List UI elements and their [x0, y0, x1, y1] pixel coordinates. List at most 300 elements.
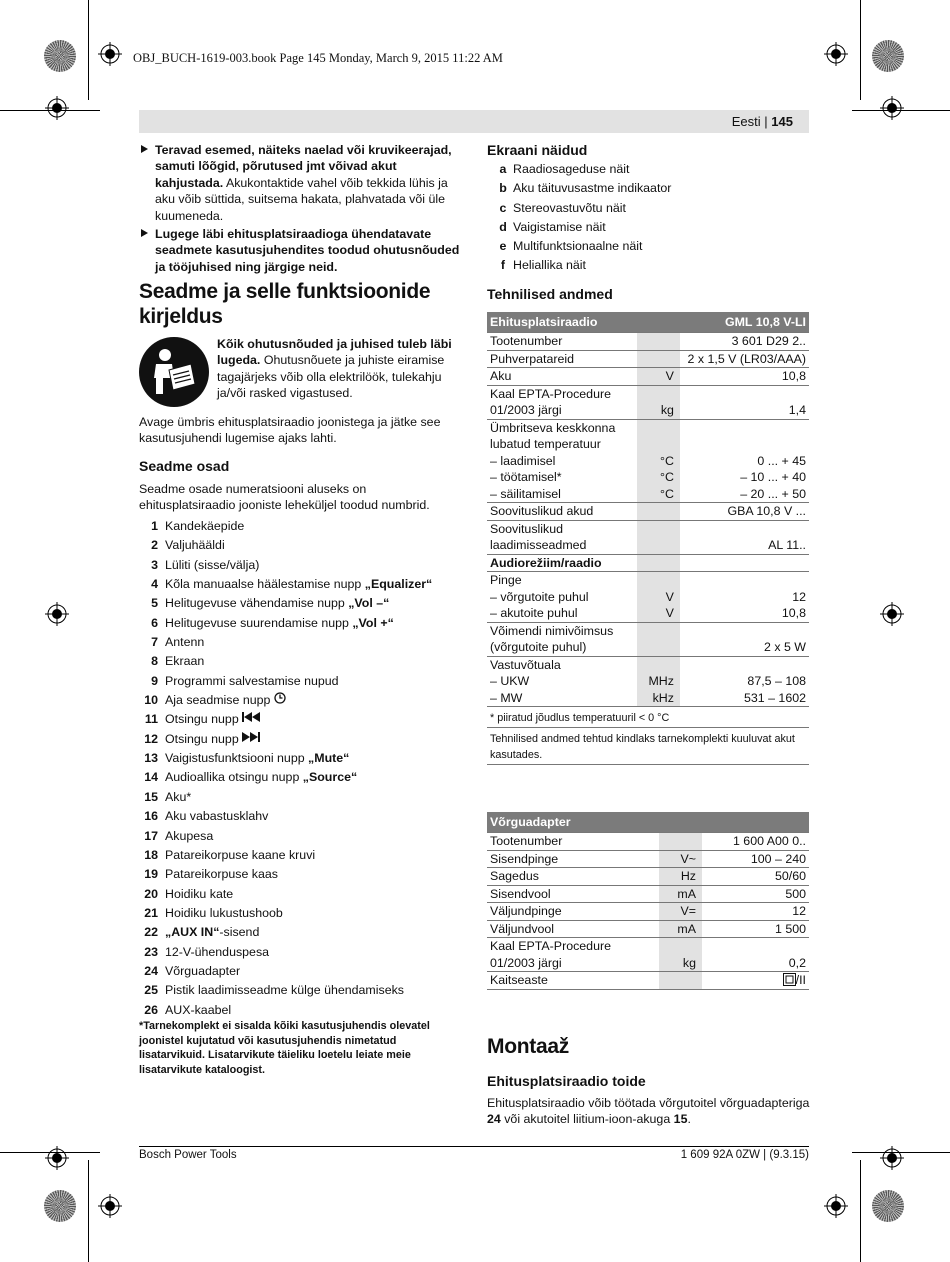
safety-bullet — [139, 142, 464, 224]
table-header-label: Võrguadapter — [487, 812, 659, 833]
table-label — [487, 920, 659, 938]
part-label: AUX-kaabel — [165, 1002, 232, 1017]
list-item — [139, 556, 469, 575]
table-label-line: Kaal EPTA-Procedure — [490, 939, 611, 953]
table-value-line: 531 – 1602 — [743, 690, 806, 705]
part-number: 12 — [144, 731, 158, 746]
table-unit — [637, 503, 680, 521]
parts-footnote: *Tarnekomplekt ei sisalda kõiki kasutusjuhendis olevatel joonistel kujutatud või kasutusjuhendis nimetatud lisatarvikuid. Lisatarvikute täieliku loetelu leiate meie lisatarvikute kataloogist. — [139, 1020, 430, 1076]
safety-bullets — [139, 142, 464, 277]
warning-bold: Kõik ohutusnõuded ja juhised tuleb läbi lugeda. — [217, 337, 452, 368]
table-note: * piiratud jõudlus temperatuuril < 0 °C — [487, 707, 809, 728]
table-unit-line: mA — [677, 886, 696, 901]
part-label: Aku vabastusklahv — [165, 809, 269, 824]
list-item — [139, 768, 469, 787]
table-label-line: Kaal EPTA-Procedure — [490, 386, 611, 401]
part-number: 21 — [144, 905, 158, 920]
part-label: Kõla manuaalse häälestamise nupp — [165, 577, 365, 592]
part-number: 5 — [151, 596, 158, 611]
table-label-line: Sagedus — [490, 869, 539, 883]
table-label — [487, 350, 637, 368]
part-label-bold: „Source“ — [302, 770, 358, 785]
list-item — [139, 962, 469, 981]
table-unit — [637, 656, 680, 707]
table-value-line: 87,5 – 108 — [747, 674, 806, 688]
bullet-text: Akukontaktide vahel võib tekkida lühis ja aku võib süttida, suitsema hakata, plahvatada või üle kuumeneda. — [155, 175, 448, 223]
intro-text: Avage ümbris ehitusplatsiraadio joonistega ja jätke see kasutusjuhendi lugemise ajaks lahti. — [139, 415, 441, 446]
table-row — [487, 833, 809, 851]
table-label-line: Puhverpatareid — [490, 351, 575, 366]
table-label — [487, 972, 659, 990]
table-label-line: Soovituslikud — [490, 521, 564, 536]
part-number: 23 — [144, 944, 158, 959]
table-label-line: (võrgutoite puhul) — [490, 640, 587, 654]
item-label: Multifunktsionaalne näit — [513, 239, 643, 254]
item-label: Raadiosageduse näit — [513, 162, 630, 176]
table-unit-line: °C — [660, 486, 674, 501]
table-label-line: Väljundvool — [490, 921, 555, 936]
part-number: 14 — [144, 770, 158, 785]
list-item — [139, 923, 469, 942]
radio-spec-table — [487, 312, 809, 765]
table-value-line: 0,2 — [788, 955, 806, 970]
table-unit — [637, 622, 680, 656]
prev-icon — [242, 712, 260, 726]
table-note-row — [487, 727, 809, 764]
table-unit-line: MHz — [648, 674, 674, 688]
item-label: Heliallika näit — [513, 258, 587, 273]
part-number: 22 — [144, 925, 158, 940]
table-value-cell — [680, 554, 809, 572]
table-value — [702, 972, 809, 990]
table-value-line: 50/60 — [774, 869, 806, 883]
table-unit — [659, 972, 702, 990]
table-row — [487, 350, 809, 368]
table-unit — [637, 520, 680, 554]
item-key: f — [500, 258, 506, 273]
list-item — [139, 633, 469, 652]
table-header-value — [702, 812, 809, 833]
next-icon — [242, 732, 260, 746]
list-item — [487, 237, 671, 256]
table-label — [487, 656, 637, 707]
table-label-line: – laadimisel — [490, 453, 556, 468]
table-row — [487, 333, 809, 351]
part-number: 8 — [151, 654, 158, 669]
table-label — [487, 368, 637, 386]
part-label: Kandekäepide — [165, 519, 245, 533]
table-label — [487, 419, 637, 503]
table-unit-line: Hz — [680, 869, 696, 883]
table-row — [487, 572, 809, 623]
table-row — [487, 419, 809, 503]
part-number: 9 — [151, 673, 158, 688]
table-value — [680, 368, 809, 386]
bullet-arrow-icon — [141, 229, 148, 237]
part-label: Aja seadmise nupp — [165, 693, 274, 708]
power-ref-24: 24 — [487, 1112, 501, 1127]
table-unit — [637, 385, 680, 419]
table-unit-line: kg — [660, 403, 674, 417]
table-value — [702, 850, 809, 868]
part-number: 17 — [144, 828, 158, 843]
parts-heading: Seadme osad — [139, 458, 230, 474]
list-item — [139, 885, 469, 904]
table-row — [487, 885, 809, 903]
table-row — [487, 850, 809, 868]
table-value — [680, 385, 809, 419]
table-unit — [659, 920, 702, 938]
part-label-bold: „Vol –“ — [348, 596, 390, 611]
table-value — [680, 572, 809, 623]
table-value — [702, 833, 809, 851]
table-unit-line: kHz — [652, 690, 674, 705]
part-label: Hoidiku lukustushoob — [165, 905, 283, 920]
table-value — [680, 350, 809, 368]
list-item — [139, 981, 469, 1000]
table-header-unit — [659, 812, 702, 833]
part-label: Helitugevuse suurendamise nupp — [165, 615, 353, 630]
part-label: Otsingu nupp — [165, 712, 243, 727]
table-row — [487, 920, 809, 938]
table-row — [487, 503, 809, 521]
part-label: Valjuhääldi — [165, 538, 225, 553]
table-label — [487, 833, 659, 851]
table-unit-line: °C — [660, 453, 674, 468]
part-number: 16 — [144, 809, 158, 824]
part-label-bold: „AUX IN“ — [165, 925, 220, 940]
table-unit — [659, 938, 702, 972]
part-number: 10 — [144, 693, 158, 708]
parts-intro: Seadme osade numeratsiooni aluseks on ehitusplatsiraadio jooniste leheküljel toodud numbrid. — [139, 482, 430, 513]
item-key: e — [499, 239, 507, 254]
table-label-line: Vastuvõtuala — [490, 657, 561, 672]
list-item — [487, 199, 671, 218]
clock-icon — [274, 693, 286, 707]
table-unit — [637, 368, 680, 386]
table-unit — [637, 333, 680, 351]
item-label: Aku täituvusastme indikaator — [513, 181, 672, 196]
display-heading: Ekraani näidud — [487, 142, 588, 158]
table-value-line: /II — [705, 972, 806, 989]
safety-bullet — [139, 226, 464, 275]
header-separator: | — [764, 114, 768, 129]
table-value-line: GBA 10,8 V ... — [727, 504, 806, 518]
item-key: a — [499, 162, 507, 176]
book-line: OBJ_BUCH-1619-003.book Page 145 Monday, March 9, 2015 11:22 AM — [133, 51, 503, 65]
table-value — [680, 419, 809, 503]
part-number: 25 — [144, 983, 158, 998]
part-number: 13 — [144, 751, 158, 766]
list-item — [139, 575, 469, 594]
table-unit — [637, 419, 680, 503]
part-label: Pistik laadimisseadme külge ühendamiseks — [165, 983, 404, 998]
item-label: Stereovastuvõtu näit — [513, 200, 626, 215]
list-item — [487, 179, 671, 198]
table-unit-cell — [637, 554, 680, 572]
table-value — [702, 903, 809, 921]
table-label-line: Tootenumber — [490, 334, 563, 348]
part-label: Aku* — [165, 789, 192, 804]
table-row — [487, 938, 809, 972]
part-number: 1 — [151, 519, 158, 533]
table-value-line: 2 x 5 W — [764, 640, 806, 654]
table-label-line: Aku — [490, 369, 512, 383]
table-header-unit — [637, 312, 680, 333]
table-value — [702, 938, 809, 972]
table-value-line: 3 601 D29 2.. — [731, 334, 806, 348]
table-label-line: Väljundpinge — [490, 904, 562, 918]
table-label — [487, 520, 637, 554]
list-item — [139, 594, 469, 613]
table-value-line: 10,8 — [781, 606, 806, 620]
list-item — [487, 218, 671, 237]
table-label-line: Ümbritseva keskkonna — [490, 420, 616, 435]
list-item — [139, 807, 469, 826]
table-unit — [659, 850, 702, 868]
page-number: 145 — [771, 114, 793, 129]
power-heading: Ehitusplatsiraadio toide — [487, 1073, 646, 1089]
adapter-spec-table — [487, 812, 809, 990]
table-value-line: 1,4 — [788, 403, 806, 417]
item-key: b — [499, 181, 507, 196]
list-item — [139, 730, 469, 749]
part-label: Akupesa — [165, 828, 214, 843]
list-item — [139, 710, 469, 729]
table-value-line: 1 600 A00 0.. — [732, 834, 806, 848]
power-text-3: . — [687, 1112, 691, 1127]
table-label — [487, 938, 659, 972]
list-item — [139, 788, 469, 807]
table-unit — [637, 350, 680, 368]
bullet-bold: Teravad esemed, näiteks naelad või kruvikeerajad, samuti lõõgid, põrutused jmt võivad akut kahjustada. — [155, 143, 452, 190]
table-label-line: laadimisseadmed — [490, 538, 587, 552]
part-label: Vaigistusfunktsiooni nupp — [165, 751, 309, 766]
table-header-row — [487, 312, 809, 333]
table-label-line: – säilitamisel — [490, 486, 561, 501]
table-label — [487, 868, 659, 886]
table-label-line: – akutoite puhul — [490, 606, 578, 620]
table-label-line: 01/2003 järgi — [490, 403, 562, 417]
list-item — [139, 904, 469, 923]
table-label-line: – MW — [490, 690, 523, 705]
part-label-bold: „Vol +“ — [352, 615, 394, 630]
part-label-bold: „Mute“ — [308, 751, 350, 766]
list-item — [139, 691, 469, 710]
table-label-line: 01/2003 järgi — [490, 955, 562, 970]
table-label-line: Soovituslikud akud — [490, 504, 594, 518]
part-number: 7 — [151, 635, 158, 650]
part-number: 6 — [151, 615, 158, 630]
table-value-line: 12 — [792, 904, 806, 918]
part-number: 19 — [144, 867, 158, 882]
power-text — [487, 1095, 812, 1128]
footer-right: 1 609 92A 0ZW | (9.3.15) — [680, 1149, 809, 1161]
table-unit — [659, 903, 702, 921]
item-key: c — [499, 200, 507, 215]
part-label: Hoidiku kate — [165, 886, 234, 901]
table-label-line: Sisendvool — [490, 886, 551, 901]
list-item — [139, 827, 469, 846]
table-label — [487, 503, 637, 521]
list-item — [139, 943, 469, 962]
list-item — [139, 846, 469, 865]
bullet-arrow-icon — [141, 145, 148, 153]
table-value-line: 12 — [792, 589, 806, 604]
table-value-line: 500 — [785, 886, 806, 901]
table-label-line: – võrgutoite puhul — [490, 589, 589, 604]
table-label — [487, 385, 637, 419]
table-unit — [659, 868, 702, 886]
table-value — [702, 920, 809, 938]
table-unit — [637, 572, 680, 623]
table-label — [487, 903, 659, 921]
part-label: 12-V-ühenduspesa — [165, 944, 270, 959]
table-row — [487, 868, 809, 886]
warning-body: Ohutusnõuete ja juhiste eiramise tagajärjeks võib olla elektrilöök, tulekahju ja/või rasked vigastused. — [217, 353, 445, 401]
part-number: 24 — [144, 963, 158, 978]
table-unit — [659, 833, 702, 851]
table-value — [680, 503, 809, 521]
table-unit-line: kg — [682, 955, 696, 970]
table-unit-line: V — [665, 369, 674, 383]
table-section-label: Audiorežiim/raadio — [487, 554, 637, 572]
part-number: 4 — [151, 577, 158, 592]
part-number: 11 — [144, 712, 158, 727]
part-label: Patareikorpuse kaas — [165, 867, 278, 882]
table-row — [487, 972, 809, 990]
table-label-line: lubatud temperatuur — [490, 437, 601, 451]
table-row — [487, 520, 809, 554]
part-label: Otsingu nupp — [165, 731, 243, 746]
assembly-title: Montaaž — [487, 1035, 569, 1058]
list-item — [139, 614, 469, 633]
table-label-line: Tootenumber — [490, 834, 563, 848]
list-item — [139, 749, 469, 768]
table-label — [487, 333, 637, 351]
table-header-label: Ehitusplatsiraadio — [487, 312, 637, 333]
table-value-line: 100 – 240 — [750, 851, 806, 866]
power-text-1: Ehitusplatsiraadio võib töötada võrgutoitel võrguadapteriga — [487, 1096, 810, 1110]
table-label — [487, 850, 659, 868]
power-ref-15: 15 — [673, 1112, 688, 1127]
table-value-line: AL 11.. — [768, 538, 806, 552]
part-label: Võrguadapter — [165, 963, 241, 978]
table-value — [680, 622, 809, 656]
table-value — [680, 656, 809, 707]
table-value-line: – 20 ... + 50 — [740, 486, 806, 501]
list-item — [139, 517, 469, 536]
part-label: Patareikorpuse kaane kruvi — [165, 847, 316, 862]
part-number: 20 — [144, 886, 158, 901]
part-label: Antenn — [165, 635, 205, 650]
table-value — [702, 868, 809, 886]
table-label-line: – töötamisel* — [490, 470, 562, 484]
table-unit-line: mA — [677, 921, 696, 936]
power-text-2: või akutoitel liitium-ioon-akuga — [500, 1112, 674, 1127]
table-label-line: Pinge — [490, 573, 522, 587]
table-unit-line: V~ — [680, 851, 696, 866]
part-number: 2 — [151, 538, 158, 553]
table-value-line: 10,8 — [781, 369, 806, 383]
table-unit-line: V — [665, 589, 674, 604]
table-note: Tehnilised andmed tehtud kindlaks tarnekomplekti kuuluvat akut kasutades. — [487, 727, 809, 764]
table-label — [487, 572, 637, 623]
table-header-row — [487, 812, 809, 833]
part-label: Audioallika otsingu nupp — [165, 770, 303, 785]
table-label-line: Võimendi nimivõimsus — [490, 623, 614, 638]
table-value-line: 1 500 — [774, 921, 806, 936]
list-item — [139, 672, 469, 691]
table-value — [702, 885, 809, 903]
part-number: 3 — [151, 557, 158, 572]
part-label-bold: „Equalizer“ — [364, 577, 433, 592]
table-row — [487, 903, 809, 921]
part-label: -sisend — [219, 925, 260, 940]
part-label: Programmi salvestamise nupud — [165, 673, 339, 688]
header-language: Eesti — [731, 114, 761, 129]
table-row — [487, 554, 809, 572]
table-value — [680, 333, 809, 351]
protection-class-icon — [783, 973, 796, 987]
table-value — [680, 520, 809, 554]
tech-heading: Tehnilised andmed — [487, 286, 613, 302]
list-item — [139, 1001, 469, 1020]
table-unit — [659, 885, 702, 903]
read-manual-icon — [139, 337, 209, 407]
item-label: Vaigistamise näit — [513, 219, 606, 234]
bullet-bold: Lugege läbi ehitusplatsiraadioga ühendatavate seadmete kasutusjuhendites toodud ohutusnõuded ja tööjuhised ning järgige neid. — [155, 227, 460, 274]
part-label: Ekraan — [165, 654, 205, 669]
table-label-line: Kaitseaste — [490, 973, 548, 987]
table-row — [487, 656, 809, 707]
table-label-line: – UKW — [490, 674, 530, 688]
display-list — [487, 160, 671, 276]
warning-text — [217, 336, 462, 402]
part-label: Lüliti (sisse/välja) — [165, 557, 260, 572]
table-row — [487, 385, 809, 419]
table-row — [487, 368, 809, 386]
table-value-line: – 10 ... + 40 — [740, 470, 806, 484]
table-row — [487, 622, 809, 656]
footer-left: Bosch Power Tools — [139, 1149, 237, 1161]
table-unit-line: V= — [680, 904, 696, 918]
page-header — [139, 110, 809, 133]
list-item — [139, 652, 469, 671]
part-label: Helitugevuse vähendamise nupp — [165, 596, 349, 611]
table-label — [487, 885, 659, 903]
item-key: d — [499, 219, 507, 234]
table-label — [487, 622, 637, 656]
table-value-line: 2 x 1,5 V (LR03/AAA) — [687, 351, 806, 366]
list-item — [139, 865, 469, 884]
table-note-row — [487, 707, 809, 728]
table-label-line: Sisendpinge — [490, 851, 559, 866]
footer-rule — [139, 1146, 809, 1147]
list-item — [139, 536, 469, 555]
list-item — [487, 256, 671, 275]
section-title: Seadme ja selle funktsioonide kirjeldus — [139, 280, 431, 328]
table-unit-line: V — [665, 606, 674, 620]
table-value-line: 0 ... + 45 — [757, 453, 806, 468]
part-number: 26 — [144, 1002, 158, 1017]
list-item — [487, 160, 671, 179]
table-unit-line: °C — [660, 470, 674, 484]
parts-list — [139, 517, 469, 1020]
part-number: 18 — [144, 847, 158, 862]
part-number: 15 — [144, 789, 158, 804]
table-header-value: GML 10,8 V-LI — [680, 312, 809, 333]
